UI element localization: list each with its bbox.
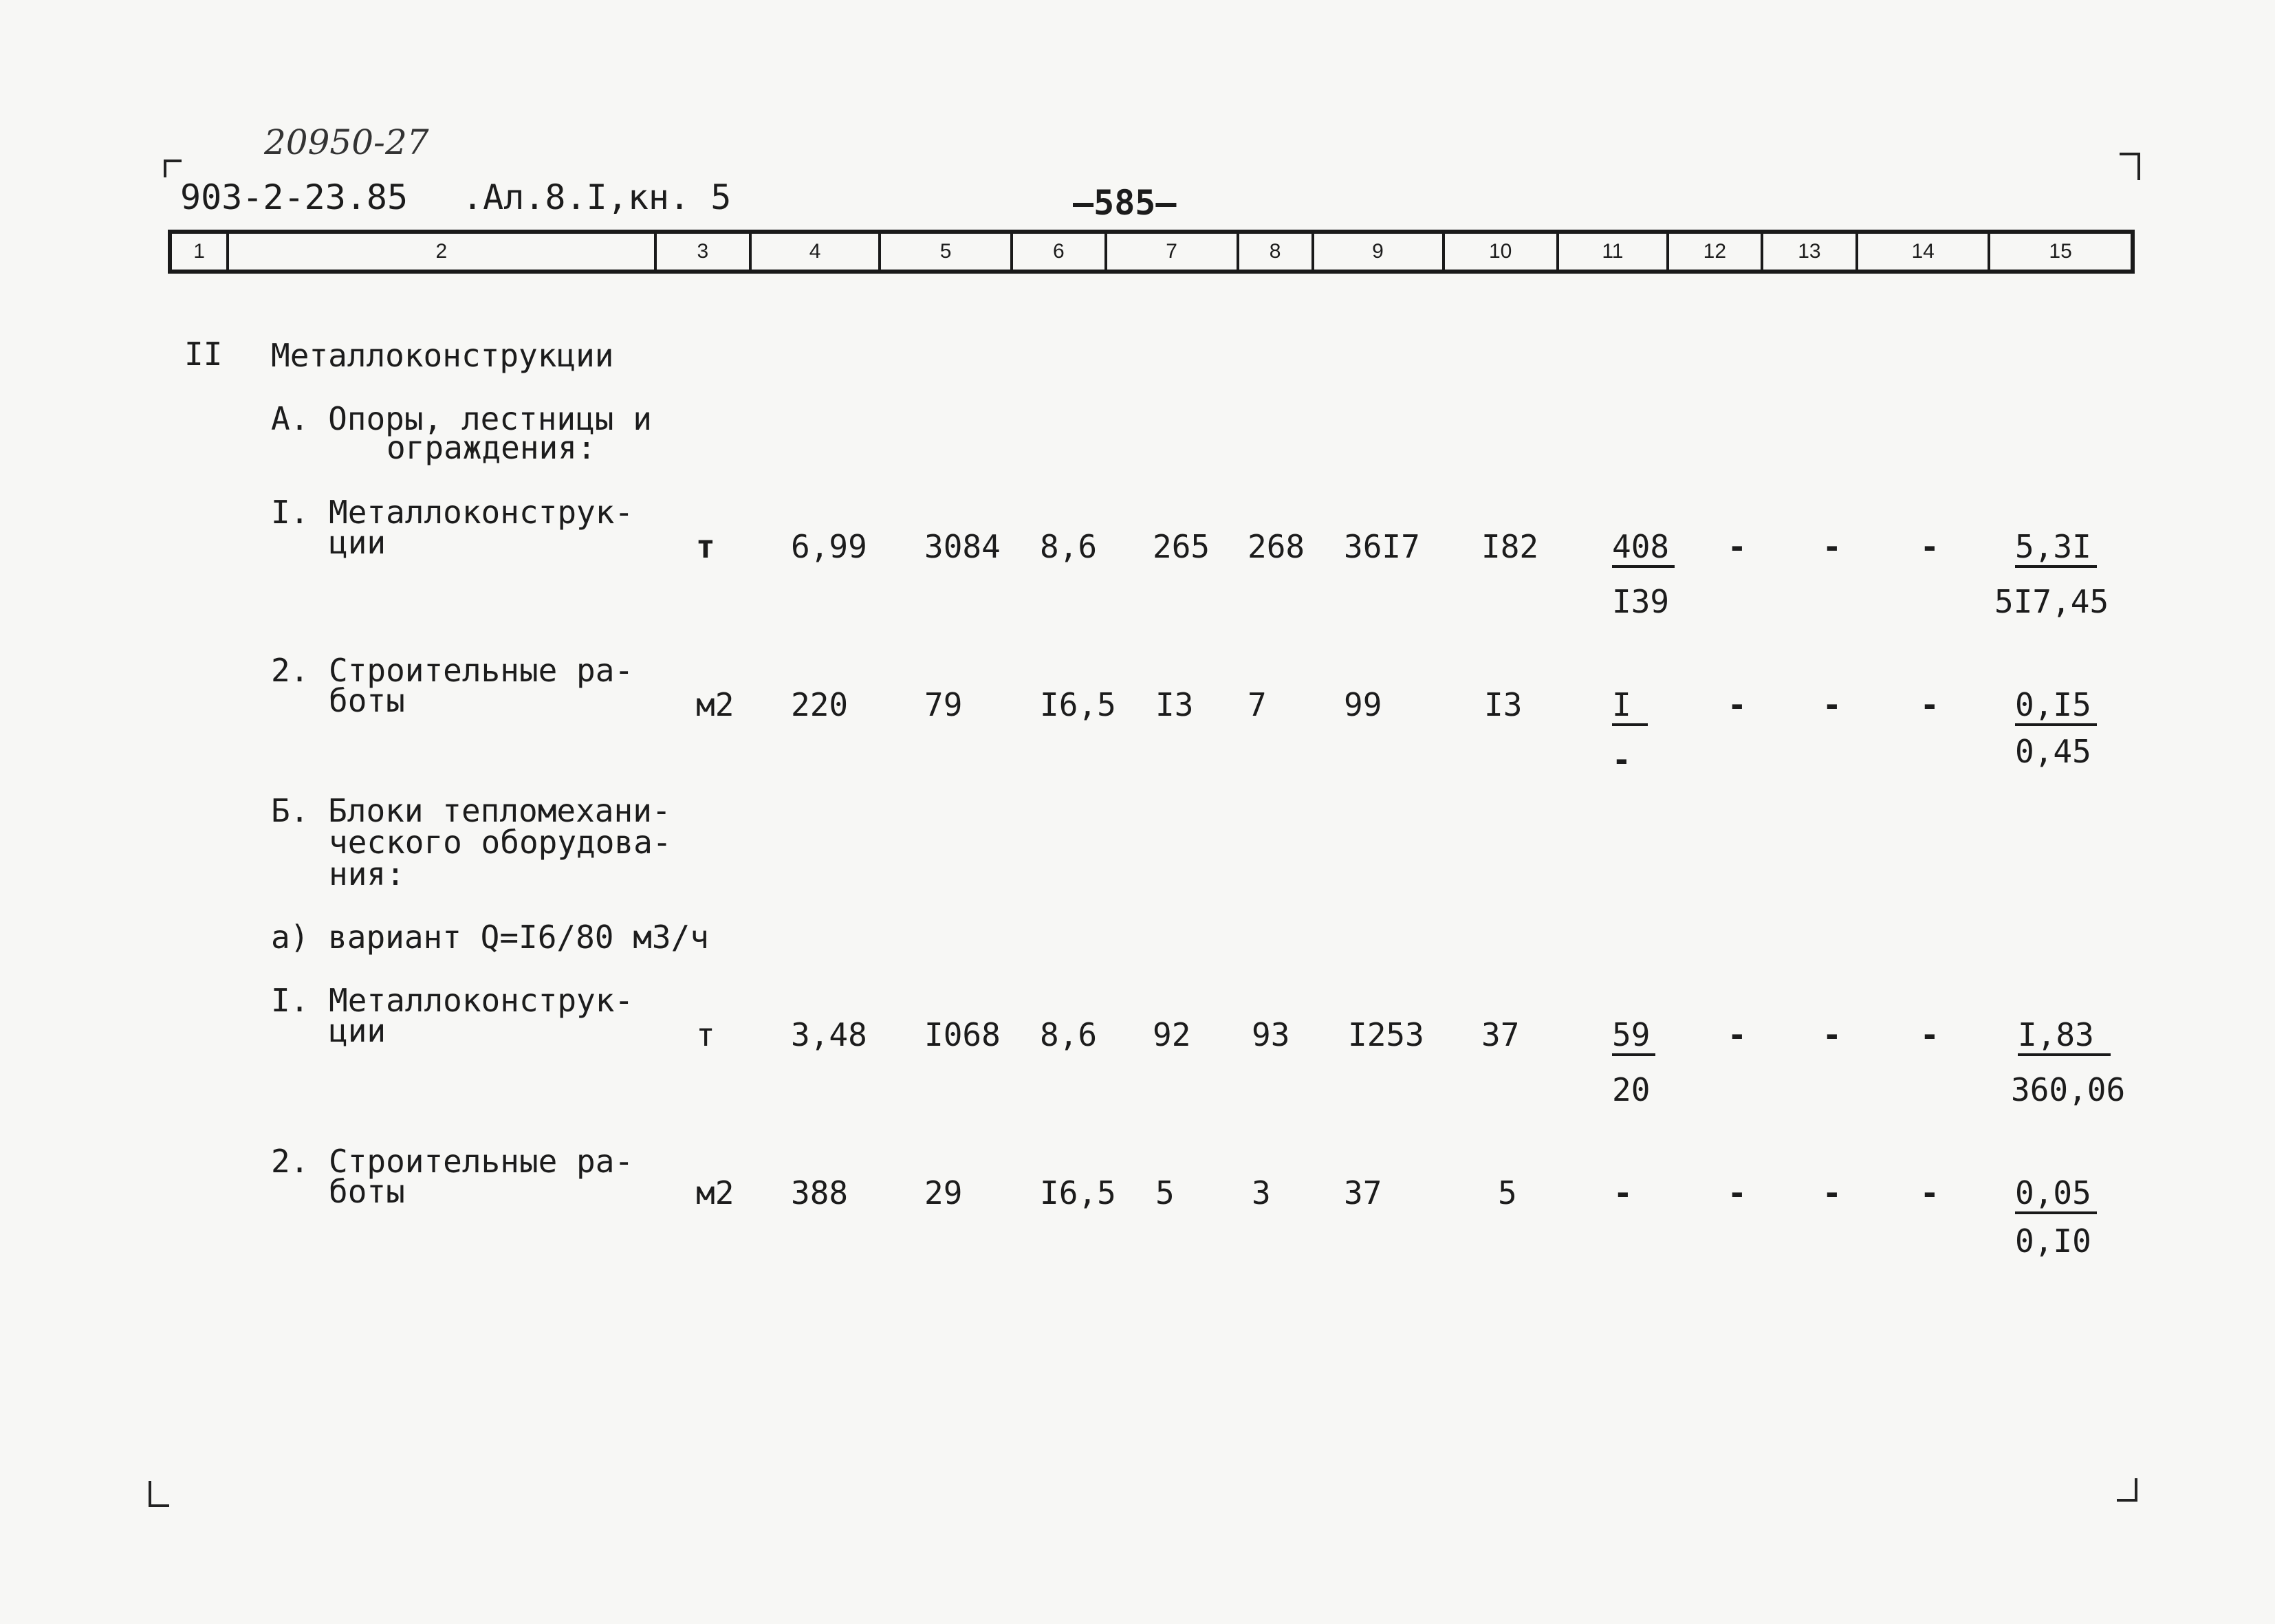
cell-col4: 388: [791, 1174, 849, 1211]
fraction-numerator: 408: [1612, 531, 1675, 568]
section-title: Металлоконструкции: [271, 337, 614, 374]
cell-col13: -: [1822, 1016, 1842, 1053]
cell-col10: I3: [1484, 686, 1523, 723]
cell-col11-fraction: [1612, 686, 1648, 778]
cell-col6: I6,5: [1040, 686, 1116, 723]
fraction-denominator: 360,06: [2011, 1071, 2126, 1108]
fraction-denominator: 5I7,45: [1994, 583, 2109, 620]
cell-unit: м2: [696, 1174, 734, 1211]
cell-col13: -: [1822, 528, 1842, 565]
cell-unit: м2: [696, 686, 734, 723]
cell-unit: т: [696, 528, 715, 565]
cell-col5: 29: [924, 1174, 963, 1211]
row-name-line2: ции: [329, 524, 387, 561]
cell-col15-fraction: [2011, 1016, 2126, 1108]
cell-col15-fraction: [1994, 528, 2109, 620]
cell-col9: 99: [1344, 686, 1382, 723]
cell-col12: -: [1728, 528, 1747, 565]
fraction-denominator: 0,45: [2015, 733, 2091, 770]
cell-col13: -: [1822, 686, 1842, 723]
column-number: 14: [1858, 234, 1990, 270]
cell-col5: 3084: [924, 528, 1001, 565]
page-number: —585—: [1073, 183, 1177, 223]
cell-col5: 79: [924, 686, 963, 723]
cell-col7: 92: [1153, 1016, 1191, 1053]
column-number: 6: [1013, 234, 1107, 270]
row-name-line1: Металлоконструк-: [329, 494, 634, 531]
cell-col14: -: [1920, 1016, 1939, 1053]
handwritten-archive-number: 20950-27: [264, 122, 429, 162]
section-roman-number: II: [184, 336, 223, 373]
subsection-b-label: Б. Блоки тепломехани-: [271, 792, 671, 829]
column-number: 15: [2049, 240, 2072, 263]
cell-col13: -: [1822, 1174, 1842, 1211]
fraction-numerator: I,83: [2018, 1019, 2111, 1056]
fraction-numerator: I: [1612, 689, 1648, 726]
subsection-a-label-continued: ограждения:: [387, 429, 596, 466]
subsection-b-label-continued: ческого оборудова-: [329, 824, 672, 861]
cell-col7: I3: [1155, 686, 1194, 723]
column-number: 4: [752, 234, 881, 270]
column-number: 12: [1669, 234, 1763, 270]
cell-col14: -: [1920, 1174, 1939, 1211]
column-number: 8: [1239, 234, 1314, 270]
corner-mark-bottom-left: [149, 1481, 169, 1507]
fraction-denominator: 0,I0: [2015, 1222, 2091, 1260]
cell-col11-fraction: [1612, 1016, 1655, 1108]
cell-col4: 3,48: [791, 1016, 867, 1053]
cell-col6: I6,5: [1040, 1174, 1116, 1211]
row-name-line1: Металлоконструк-: [329, 982, 634, 1019]
cell-col12: -: [1728, 686, 1747, 723]
cell-col4: 220: [791, 686, 849, 723]
column-number: 2: [229, 234, 656, 270]
cell-col10: I82: [1481, 528, 1539, 565]
fraction-denominator: 20: [1612, 1071, 1651, 1108]
column-number-bar: [168, 230, 2135, 274]
cell-col10: 5: [1498, 1174, 1517, 1211]
cell-col6: 8,6: [1040, 1016, 1098, 1053]
row-name-line2: боты: [329, 1173, 405, 1210]
cell-col11-fraction: [1612, 528, 1675, 620]
cell-col15-fraction: [2015, 1174, 2097, 1260]
fraction-numerator: 0,05: [2015, 1177, 2097, 1214]
variant-label: а) вариант Q=I6/80 м3/ч: [271, 919, 709, 956]
row-name-line1: Строительные ра-: [329, 652, 634, 689]
cell-col5: I068: [924, 1016, 1001, 1053]
document-code: 903-2-23.85: [180, 177, 409, 217]
fraction-numerator: 0,I5: [2015, 689, 2097, 726]
row-name-line2: ции: [329, 1012, 387, 1049]
cell-col14: -: [1920, 528, 1939, 565]
row-name-line1: Строительные ра-: [329, 1143, 634, 1180]
column-number: 5: [881, 234, 1013, 270]
cell-col9: 37: [1344, 1174, 1382, 1211]
cell-col7: 265: [1153, 528, 1210, 565]
cell-col10: 37: [1481, 1016, 1520, 1053]
column-number: 3: [657, 234, 752, 270]
corner-mark-bottom-right: [2117, 1478, 2137, 1502]
column-number: 13: [1763, 234, 1859, 270]
column-number: 11: [1559, 234, 1669, 270]
column-number: 7: [1107, 234, 1239, 270]
cell-col8: 93: [1252, 1016, 1290, 1053]
fraction-numerator: 5,3I: [2015, 531, 2097, 568]
album-reference: .Ал.8.I,кн. 5: [462, 177, 732, 217]
column-number: 10: [1445, 234, 1559, 270]
cell-col4: 6,99: [791, 528, 867, 565]
cell-unit: т: [696, 1016, 715, 1053]
subsection-a-label: А. Опоры, лестницы и: [271, 400, 652, 437]
fraction-denominator: I39: [1612, 583, 1670, 620]
fraction-denominator: -: [1612, 741, 1631, 778]
cell-col8: 3: [1252, 1174, 1271, 1211]
fraction-numerator: 59: [1612, 1019, 1655, 1056]
cell-col11: -: [1613, 1174, 1633, 1211]
cell-col7: 5: [1155, 1174, 1175, 1211]
column-number: 1: [172, 234, 229, 270]
cell-col12: -: [1728, 1174, 1747, 1211]
cell-col12: -: [1728, 1016, 1747, 1053]
cell-col8: 268: [1248, 528, 1305, 565]
cell-col6: 8,6: [1040, 528, 1098, 565]
cell-col14: -: [1920, 686, 1939, 723]
cell-col9: I253: [1348, 1016, 1424, 1053]
cell-col15-fraction: [2015, 686, 2097, 770]
row-name-line2: боты: [329, 682, 405, 719]
cell-col9: 36I7: [1344, 528, 1420, 565]
row-number: 2.: [271, 652, 309, 689]
row-number: I.: [271, 494, 309, 531]
row-number: 2.: [271, 1143, 309, 1180]
subsection-b-label-continued: ния:: [329, 855, 405, 892]
corner-mark-top-right: [2120, 153, 2140, 180]
corner-mark-top-left: [164, 160, 182, 177]
column-number: 9: [1314, 234, 1445, 270]
row-number: I.: [271, 982, 309, 1019]
cell-col8: 7: [1248, 686, 1267, 723]
